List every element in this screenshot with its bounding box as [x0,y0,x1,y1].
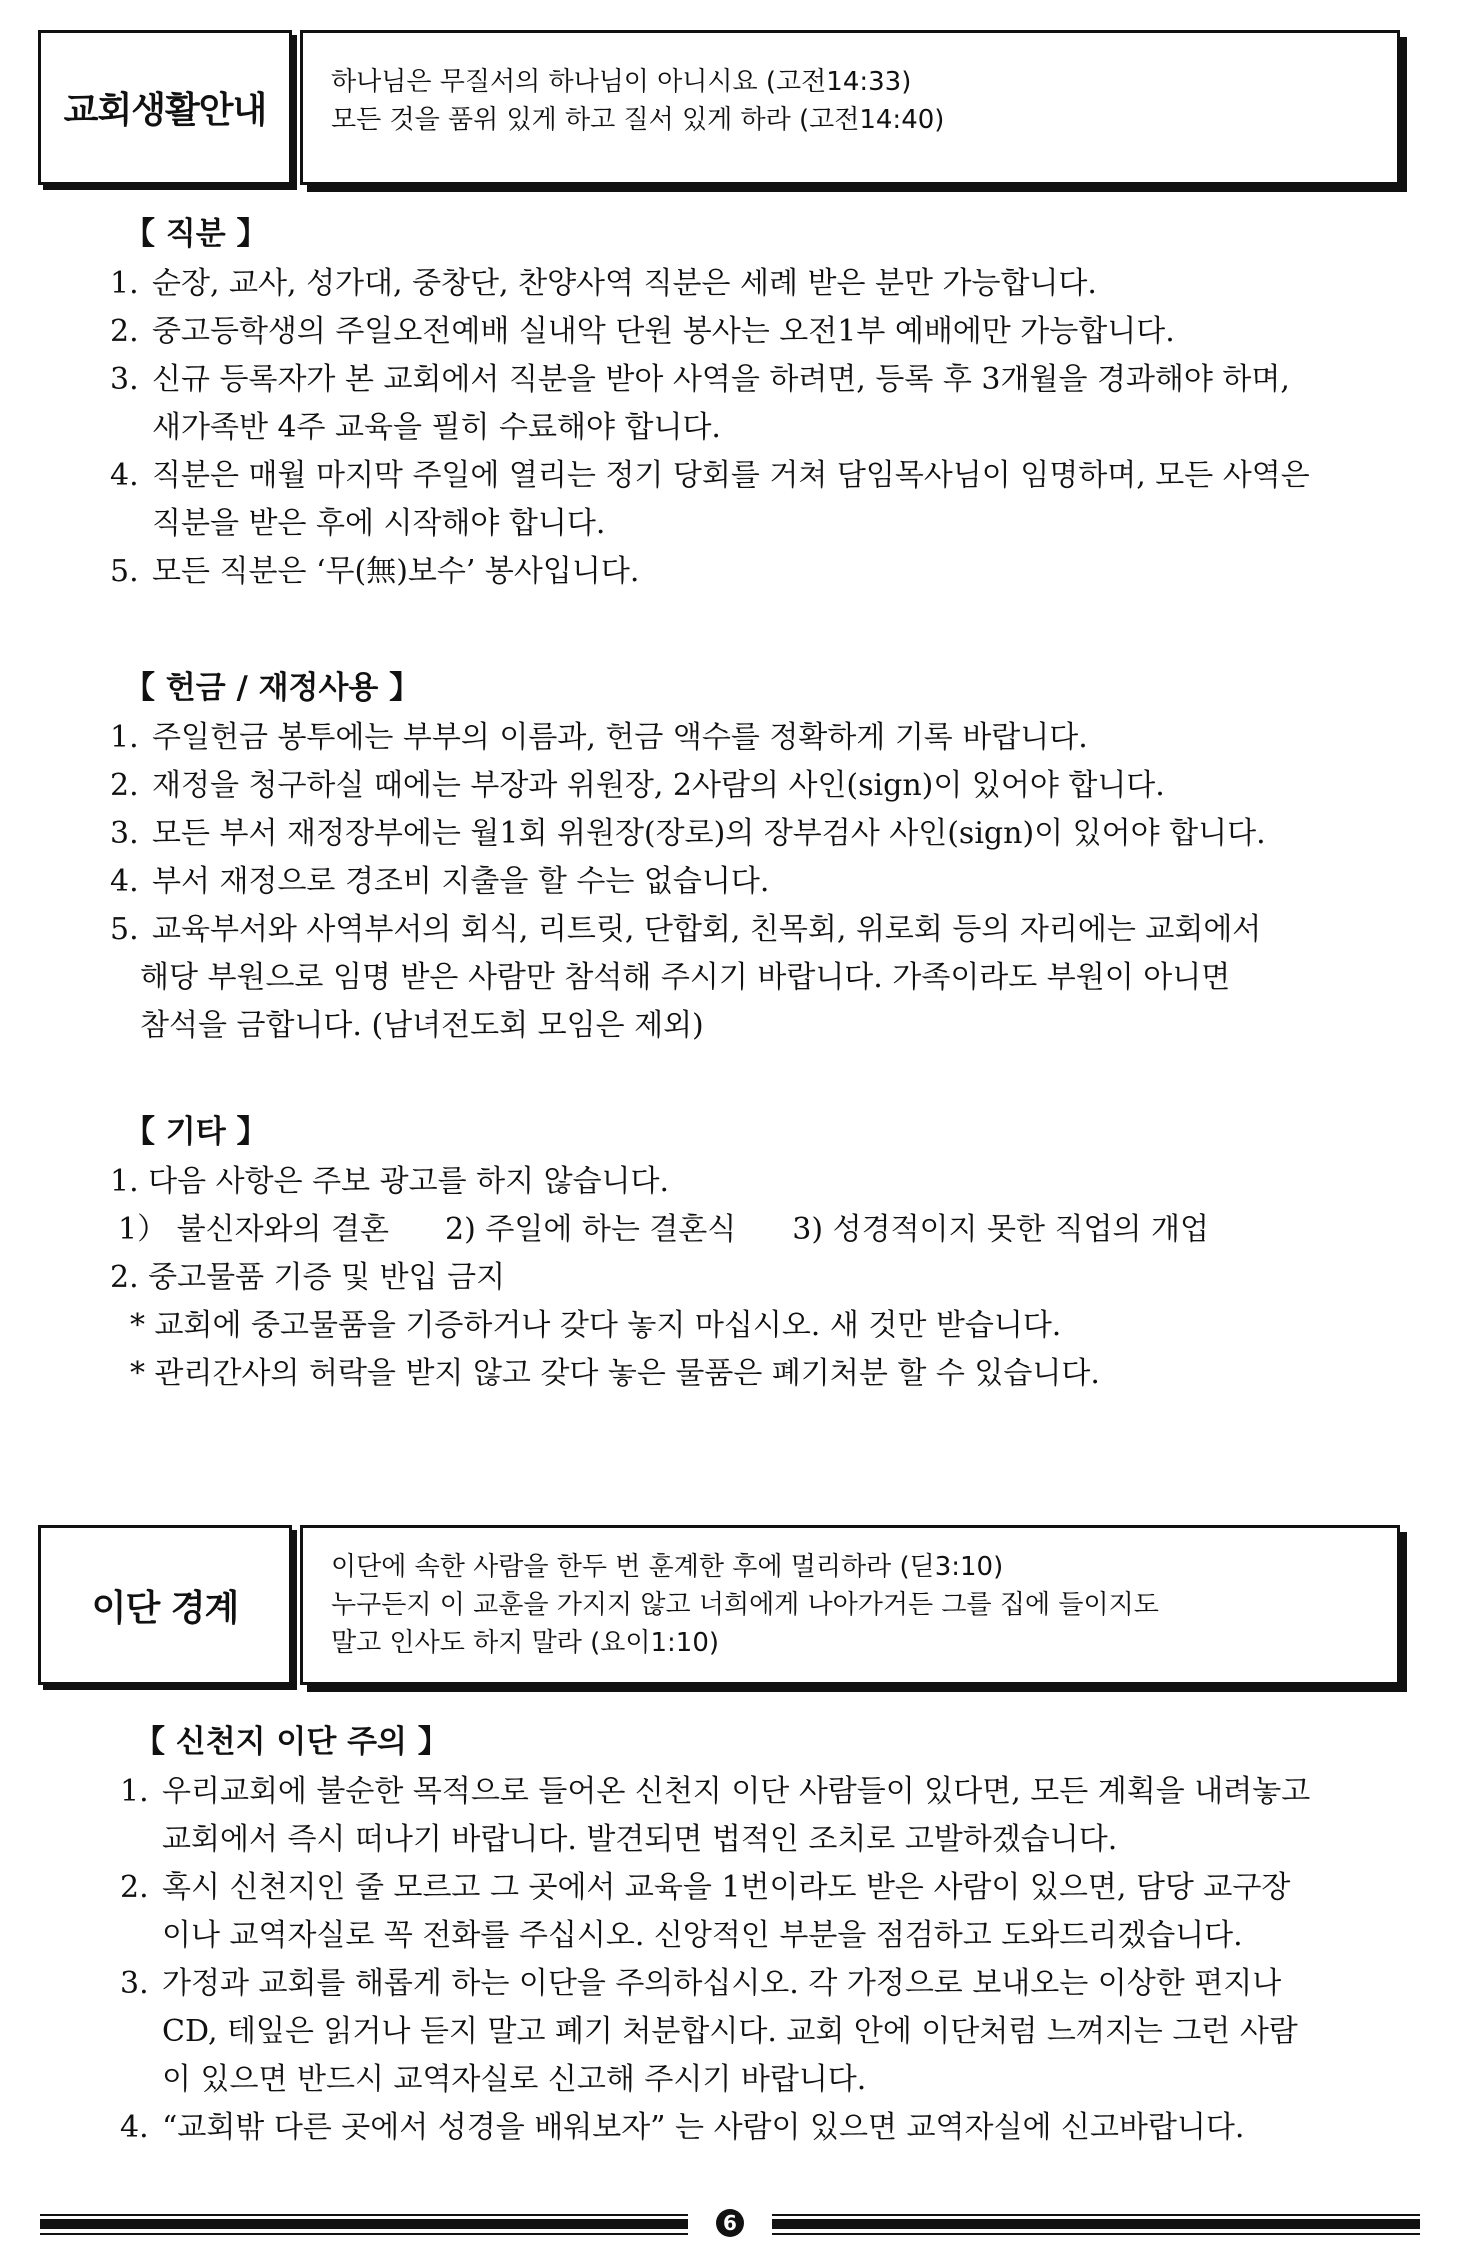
section-jikbun [110,208,1430,596]
list-item: 4. “교회밖 다른 곳에서 성경을 배워보자” 는 사람이 있으면 교역자실에 신고바랍니다. [120,2110,1245,2145]
list-subitems: 1） 불신자와의 결혼 2) 주일에 하는 결혼식 3) 성경적이지 못한 직업의 개업 [118,1212,1209,1247]
verse-line: 누구든지 이 교훈을 가지지 않고 너희에게 나아가거든 그를 집에 들이지도 [331,1590,1159,1620]
verse-box-heresy [300,1525,1400,1685]
list-item: 1. 다음 사항은 주보 광고를 하지 않습니다. [110,1164,670,1199]
list-item-continuation: CD, 테잎은 읽거나 듣지 말고 폐기 처분합시다. 교회 안에 이단처럼 느껴지는 그런 사람 [162,2014,1298,2049]
section-offering [110,662,1430,1050]
list-item: 4. 직분은 매월 마지막 주일에 열리는 정기 당회를 거쳐 담임목사님이 임명하며, 모든 사역은 [110,458,1310,493]
note-line: * 관리간사의 허락을 받지 않고 갖다 놓은 물품은 폐기처분 할 수 있습니다. [130,1356,1100,1391]
list-item: 3. 모든 부서 재정장부에는 월1회 위원장(장로)의 장부검사 사인(sign)이 있어야 합니다. [110,816,1266,851]
list-item: 5. 모든 직분은 ‘무(無)보수’ 봉사입니다. [110,554,640,589]
section-title-etc: 【 기타 】 [124,1114,268,1150]
verse-line: 말고 인사도 하지 말라 (요이1:10) [331,1628,720,1658]
list-item: 4. 부서 재정으로 경조비 지출을 할 수는 없습니다. [110,864,770,899]
section-label-heresy: 이단 경계 [38,1525,292,1685]
page-footer [40,2212,1420,2234]
list-item: 3. 신규 등록자가 본 교회에서 직분을 받아 사역을 하려면, 등록 후 3개월을 경과해야 하며, [110,362,1290,397]
list-item-continuation: 해당 부원으로 임명 받은 사람만 참석해 주시기 바랍니다. 가족이라도 부원이 아니면 [140,960,1231,995]
note-line: * 교회에 중고물품을 기증하거나 갖다 놓지 마십시오. 새 것만 받습니다. [130,1308,1062,1343]
verse-line: 이단에 속한 사람을 한두 번 훈계한 후에 멀리하라 (딛3:10) [331,1552,1004,1582]
list-item: 2. 중고등학생의 주일오전예배 실내악 단원 봉사는 오전1부 예배에만 가능합니다. [110,314,1175,349]
list-item-continuation: 이 있으면 반드시 교역자실로 신고해 주시기 바랍니다. [162,2062,867,2097]
page-number: 6 [716,2209,744,2237]
list-item-continuation: 참석을 금합니다. (남녀전도회 모임은 제외) [140,1008,704,1043]
verse-line: 하나님은 무질서의 하나님이 아니시요 (고전14:33) [331,67,912,97]
list-item-continuation: 직분을 받은 후에 시작해야 합니다. [152,506,606,541]
footer-rule-right [772,2219,1420,2229]
list-item: 1. 순장, 교사, 성가대, 중창단, 찬양사역 직분은 세례 받은 분만 가능합니다. [110,266,1097,301]
verse-box-church-life [300,30,1400,185]
list-item-continuation: 교회에서 즉시 떠나기 바랍니다. 발견되면 법적인 조치로 고발하겠습니다. [162,1822,1118,1857]
list-item: 2. 혹시 신천지인 줄 모르고 그 곳에서 교육을 1번이라도 받은 사람이 있으면, 담당 교구장 [120,1870,1291,1905]
list-item: 3. 가정과 교회를 해롭게 하는 이단을 주의하십시오. 각 가정으로 보내오는 이상한 편지나 [120,1966,1282,2001]
list-item: 2. 중고물품 기증 및 반입 금지 [110,1260,506,1295]
section-etc [110,1106,1430,1398]
section-label-church-life: 교회생활안내 [38,30,292,185]
list-item: 1. 우리교회에 불순한 목적으로 들어온 신천지 이단 사람들이 있다면, 모든 계획을 내려놓고 [120,1774,1311,1809]
header-heresy-warning [38,1525,1406,1685]
list-item-continuation: 새가족반 4주 교육을 필히 수료해야 합니다. [152,410,721,445]
section-title-offering: 【 헌금 / 재정사용 】 [124,670,421,706]
list-item: 5. 교육부서와 사역부서의 회식, 리트릿, 단합회, 친목회, 위로회 등의 자리에는 교회에서 [110,912,1262,947]
list-item-continuation: 이나 교역자실로 꼭 전화를 주십시오. 신앙적인 부분을 점검하고 도와드리겠습니다. [162,1918,1243,1953]
footer-rule-left [40,2219,688,2229]
section-title-jikbun: 【 직분 】 [124,216,268,252]
section-sincheonji [120,1716,1440,2152]
section-title-sincheonji: 【 신천지 이단 주의 】 [134,1724,449,1760]
header-church-life [38,30,1406,185]
verse-line: 모든 것을 품위 있게 하고 질서 있게 하라 (고전14:40) [331,105,945,135]
list-item: 2. 재정을 청구하실 때에는 부장과 위원장, 2사람의 사인(sign)이 있어야 합니다. [110,768,1165,803]
list-item: 1. 주일헌금 봉투에는 부부의 이름과, 헌금 액수를 정확하게 기록 바랍니다. [110,720,1088,755]
